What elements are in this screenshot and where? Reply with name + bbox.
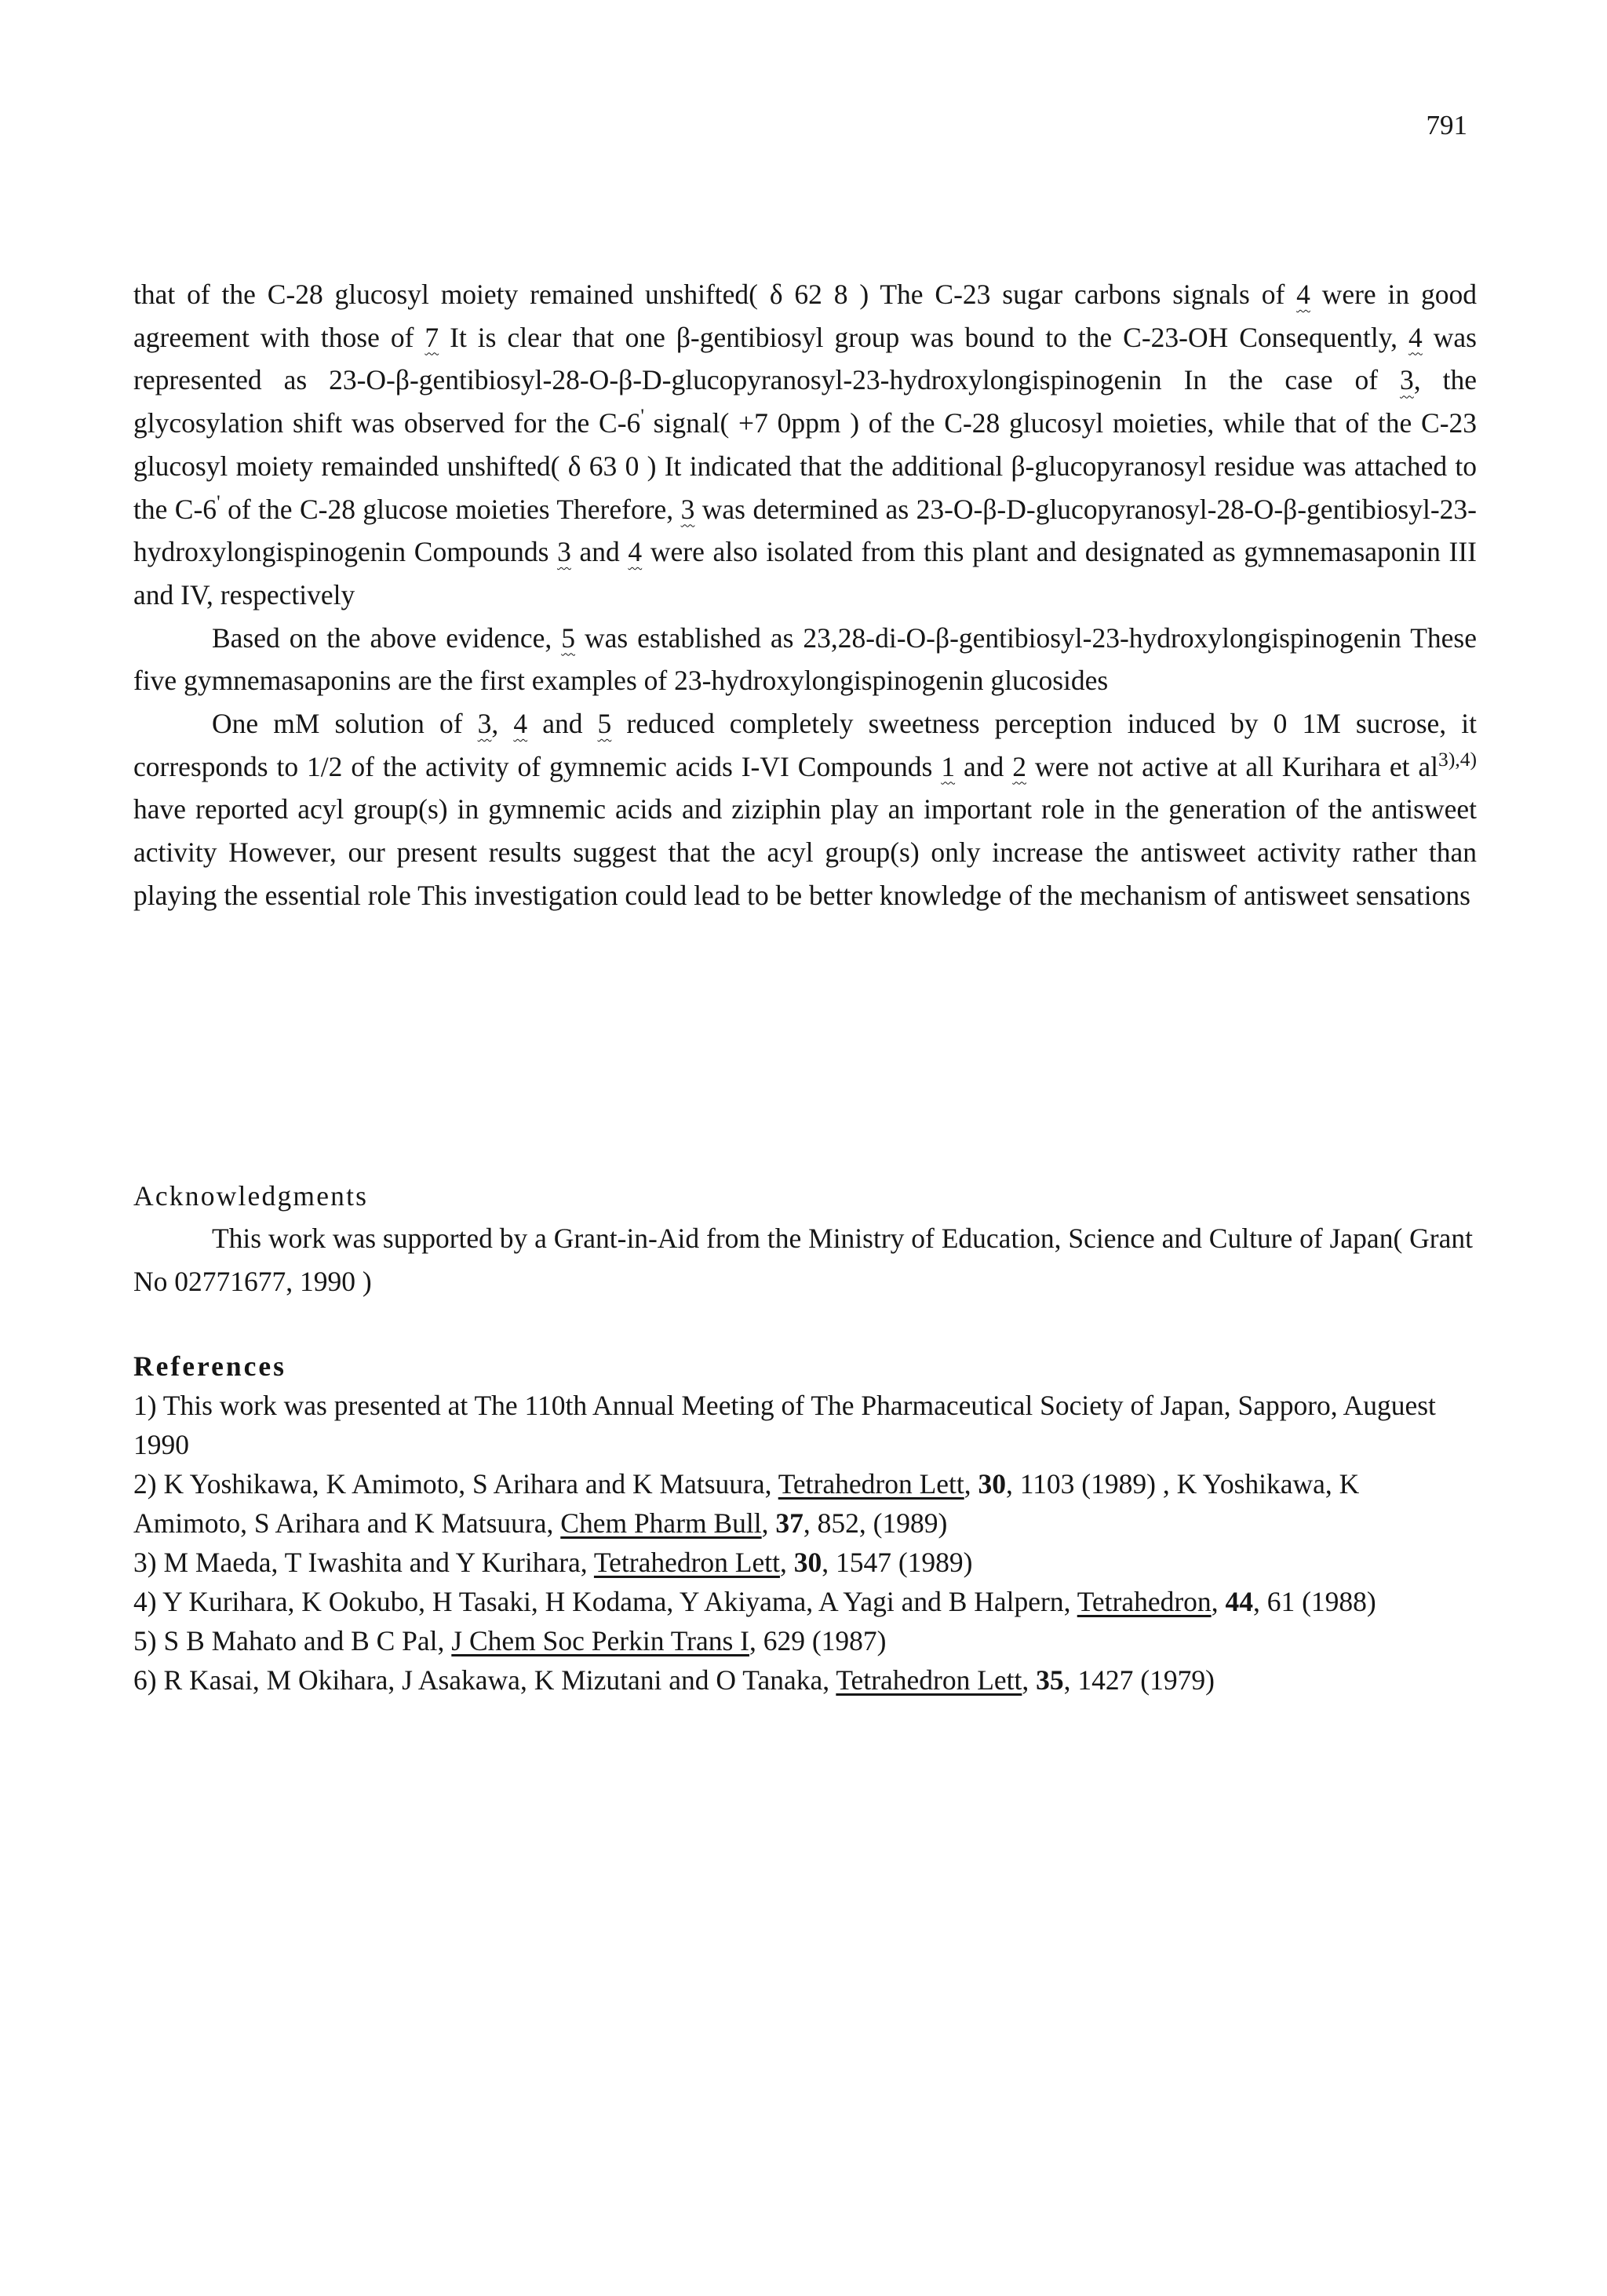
journal-name: Tetrahedron Lett <box>778 1468 964 1500</box>
reference-text: 3) M Maeda, T Iwashita and Y Kurihara, <box>133 1547 594 1578</box>
prime-mark: ' <box>217 490 220 513</box>
volume-number: 35 <box>1036 1664 1064 1696</box>
reference-text: , <box>761 1507 776 1539</box>
text-run: and <box>527 708 598 740</box>
reference-list <box>133 1386 1477 1700</box>
journal-name: Tetrahedron Lett <box>593 1547 780 1578</box>
compound-number: 7 <box>425 321 439 353</box>
body-text <box>133 273 1477 917</box>
acknowledgments-heading: Acknowledgments <box>133 1180 369 1212</box>
reference-text: , <box>1211 1586 1226 1617</box>
compound-number: 2 <box>1012 750 1026 782</box>
reference-text: , 629 (1987) <box>749 1625 887 1656</box>
reference-item <box>133 1543 1477 1582</box>
reference-text: 2) K Yoshikawa, K Amimoto, S Arihara and K Matsuura, <box>133 1468 778 1500</box>
reference-text: , <box>779 1547 794 1578</box>
compound-number: 5 <box>597 708 612 740</box>
paragraph-compound-5 <box>133 617 1477 702</box>
text-run: and <box>955 750 1013 782</box>
journal-name: J Chem Soc Perkin Trans I <box>451 1625 749 1656</box>
reference-item <box>133 1621 1477 1660</box>
text-run: that of the C-28 glucosyl moiety remained unshifted( δ 62 8 ) The C-23 sugar carbons signals of <box>133 279 1297 310</box>
text-run: were also isolated from this plant and designated as gymnemasaponin III and IV, respectively <box>133 536 1477 610</box>
compound-number: 4 <box>628 536 643 568</box>
page-number: 791 <box>1426 110 1467 140</box>
text-run: and <box>570 536 629 568</box>
text-run: , <box>491 708 514 740</box>
text-run: was represented as 23-O-β-gentibiosyl-28-O-β-D-glucopyranosyl-23-hydroxylongispinogenin In the case of <box>133 321 1477 396</box>
references-heading: References <box>133 1350 286 1382</box>
journal-name: Chem Pharm Bull <box>560 1507 762 1539</box>
reference-text: 1) This work was presented at The 110th Annual Meeting of The Pharmaceutical Society of Japan, Sapporo, Auguest 1990 <box>133 1390 1436 1460</box>
compound-number: 3 <box>557 536 571 568</box>
reference-text: , <box>964 1468 978 1500</box>
compound-number: 4 <box>513 708 528 740</box>
reference-text: , 1427 (1979) <box>1063 1664 1215 1696</box>
acknowledgments-text: This work was supported by a Grant-in-Aid from the Ministry of Education, Science and Culture of Japan( Grant No 02771677, 1990 ) <box>133 1223 1473 1297</box>
compound-number: 3 <box>1400 364 1414 396</box>
compound-number: 5 <box>561 621 576 654</box>
text-run: were not active at all Kurihara et al <box>1026 750 1439 782</box>
text-run: reduced completely sweetness perception induced by 0 1M sucrose, it corresponds to 1/2 of the activity of gymnemic acids I-VI Compounds <box>133 708 1477 782</box>
prime-mark: ' <box>640 404 644 428</box>
text-run: It is clear that one β-gentibiosyl group was bound to the C-23-OH Consequently, <box>439 321 1409 353</box>
volume-number: 30 <box>978 1468 1006 1500</box>
journal-name: Tetrahedron Lett <box>836 1664 1022 1696</box>
reference-text: , 1547 (1989) <box>822 1547 973 1578</box>
text-run: of the C-28 glucose moieties Therefore, <box>220 493 681 525</box>
compound-number: 4 <box>1296 279 1310 310</box>
text-run: Based on the above evidence, <box>212 621 562 654</box>
text-run: One mM solution of <box>212 708 478 740</box>
text-run: were in good agreement with those of <box>133 279 1477 353</box>
compound-number: 3 <box>680 493 695 525</box>
text-run: have reported acyl group(s) in gymnemic acids and ziziphin play an important role in the generation of the antisweet activity However, our present results suggest that the acyl group(s) only increase the antisweet activity rather than playing the essential role This investigation could lead to be better knowledge of the mechanism of antisweet sensations <box>133 793 1477 911</box>
reference-item <box>133 1582 1477 1621</box>
text-run: signal( +7 0ppm ) of the C-28 glucosyl moieties, while that of the C-23 glucosyl moiety remainded unshifted( δ 63 0 ) It indicated that the additional β-glucopyranosyl residue was attached to the C-6 <box>133 407 1478 525</box>
reference-item <box>133 1464 1477 1543</box>
volume-number: 37 <box>775 1507 804 1539</box>
reference-text: , 852, (1989) <box>803 1507 948 1539</box>
text-run: , the glycosylation shift was observed for the C-6 <box>133 364 1477 439</box>
reference-text: , <box>1022 1664 1037 1696</box>
reference-item <box>133 1660 1477 1700</box>
paragraph-structure-elucidation <box>133 273 1477 617</box>
text-run: was established as 23,28-di-O-β-gentibiosyl-23-hydroxylongispinogenin These five gymnemasaponins are the first examples of 23-hydroxylongispinogenin glucosides <box>133 621 1477 697</box>
reference-item <box>133 1386 1477 1464</box>
citation-superscript: 3),4) <box>1438 747 1477 771</box>
volume-number: 44 <box>1225 1586 1253 1617</box>
text-run: was determined as 23-O-β-D-glucopyranosyl-28-O-β-gentibiosyl-23-hydroxylongispinogenin Compounds <box>133 493 1477 568</box>
reference-text: 4) Y Kurihara, K Ookubo, H Tasaki, H Kodama, Y Akiyama, A Yagi and B Halpern, <box>133 1586 1077 1617</box>
compound-number: 4 <box>1408 321 1423 353</box>
volume-number: 30 <box>793 1547 822 1578</box>
reference-text: 5) S B Mahato and B C Pal, <box>133 1625 452 1656</box>
journal-name: Tetrahedron <box>1077 1586 1212 1617</box>
reference-text: , 61 (1988) <box>1252 1586 1376 1617</box>
paragraph-antisweet-activity <box>133 702 1477 917</box>
compound-number: 3 <box>477 708 492 740</box>
reference-text: 6) R Kasai, M Okihara, J Asakawa, K Mizutani and O Tanaka, <box>133 1664 836 1696</box>
compound-number: 1 <box>941 750 956 782</box>
reference-text: , 1103 (1989) , K Yoshikawa, K Amimoto, S Arihara and K Matsuura, <box>133 1468 1360 1539</box>
